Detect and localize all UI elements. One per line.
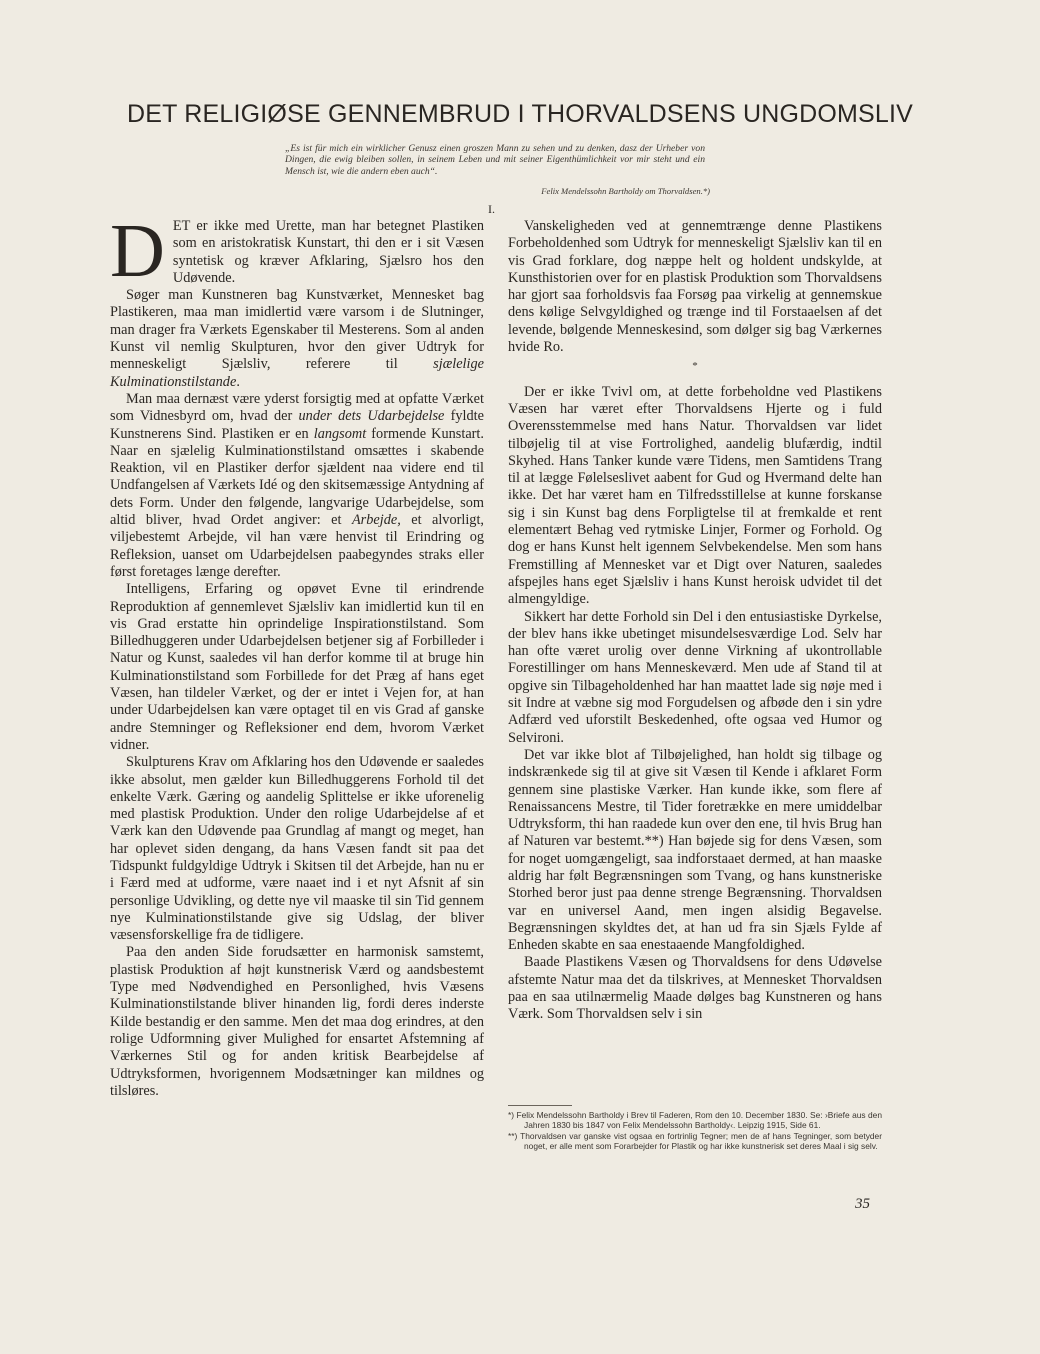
paragraph: Sikkert har dette Forhold sin Del i den entusiastiske Dyrkelse, der blev hans ikke ubetinget misundelsesværdige Lod. Selv har han ofte været urolig over denne Virkning af ukontrollable Forestillinger om hans Menneskeværd. Men ude af Stand til at opgive sin Tilbageholdenhed har han maattet lade sig nøje med i sit Indre at væbne sig mod Forgudelsen og afbøde den i sin ydre Adfærd ved uforstilt Beskedenhed, ofte ogsaa ved Humor og Selvironi. [508, 608, 882, 746]
article-title: DET RELIGIØSE GENNEMBRUD I THORVALDSENS UNGDOMSLIV [126, 100, 914, 128]
paragraph: DET er ikke med Urette, man har betegnet Plastiken som en aristokratisk Kunstart, thi den er i sit Væsen syntetisk og kræver Afklaring, Sjælsro hos den Udøvende. [110, 209, 484, 293]
footnotes [508, 1110, 882, 1152]
paragraph: Baade Plastikens Væsen og Thorvaldsens for dens Udøvelse afstemte Natur maa det da tilskrives, at Mennesket Thorvaldsen paa en saa utilnærmelig Maade dølges bag Kunstneren og hans Værk. Som Thorvaldsen selv i sin [508, 954, 882, 1023]
drop-cap: D [110, 209, 165, 293]
paragraph: Skulpturens Krav om Afklaring hos den Udøvende er saaledes ikke absolut, men gælder kun Billedhuggerens Forhold til det enkelte Værk. Gæring og aandelig Splittelse er ikke uforenelig med plastisk Produktion. Under den rolige Udarbejdelse af et Værk kan den Udøvende paa Grundlag af mangt og meget, han har oplevet siden dengang, da hans Væsen fandt sit paa det Tidspunkt fuldgyldige Udtryk i Skitsen til det Arbejde, han nu er i Færd med at udforme, være naaet ind i et nyt Afsnit af sin personlige Udvikling, og dette nye vil maaske til sin Tid gennem nye Kulminationstilstande give sig Udslag, der bliver væsensforskellige fra de tidligere. [110, 754, 484, 944]
footnote: **) Thorvaldsen var ganske vist ogsaa en fortrinlig Tegner; men de af hans Tegninger, som betyder noget, er alle ment som Forarbejder for Plastik og har ikke kunstnerisk set deres Maal i sig selv. [508, 1131, 882, 1151]
paragraph: Søger man Kunstneren bag Kunstværket, Mennesket bag Plastikeren, maa man imidlertid være varsom i de Slutninger, man drager fra Værkets Egenskaber til Mesterens. Som al anden Kunst vil nemlig Skulpturen, hvor den giver Udtryk for menneskeligt Sjælsliv, referere til sjælelige Kulminationstilstande. [110, 287, 484, 390]
page-number: 35 [855, 1196, 870, 1212]
epigraph-source: Felix Mendelssohn Bartholdy om Thorvaldsen.*) [541, 186, 710, 196]
footnote-rule [508, 1105, 572, 1106]
section-asterism: * [692, 360, 698, 373]
paragraph: Der er ikke Tvivl om, at dette forbeholdne ved Plastikens Væsen har været efter Thorvaldsens Hjerte og i fuld Overensstemmelse med hans Natur. Thorvaldsen var lidet tilbøjelig til at vise Fortrolighed, aandelig blufærdig, indtil Skyhed. Hans Tanker kunde være Tidens, men Samtidens Trang til at lægge Følelseslivet aabent for Gud og Hvermand delte han ikke. Det har været ham en Tilfredsstillelse at kunne forskanse sig i sin Kunst bag dens Forpligtelse til at fremkalde et rent elementært Behag ved rytmiske Linjer, Former og Forhold. Og dog er hans Kunst helt igennem Selvbekendelse. Men som hans Fremstilling af Mennesket var et Digt over Naturen, saaledes afspejles hans eget Sjælsliv i hans Kunst heroisk udvidet til det almengyldige. [508, 383, 882, 608]
footnote: *) Felix Mendelssohn Bartholdy i Brev til Faderen, Rom den 10. December 1830. Se: ›Briefe aus den Jahren 1830 bis 1847 von Felix Mendelssohn Bartholdy‹. Leipzig 1915, Side 61. [508, 1110, 882, 1130]
paragraph: Vanskeligheden ved at gennemtrænge denne Plastikens Forbeholdenhed som Udtryk for menneskeligt Sjælsliv kan til en vis Grad forklare, dog næppe helt og holdent undskylde, at Kunsthistorien over for en plastisk Produktion som Thorvaldsens har gjort saa forholdsvis faa Forsøg paa virkelig at gennemskue dens kølige Selvgyldighed og trænge ind til Forstaaelsen af det levende, bølgende Menneskesind, som dølger sig bag Værkernes hvide Ro. [508, 218, 882, 356]
epigraph-quote: „Es ist für mich ein wirklicher Genusz einen groszen Mann zu sehen und zu denken, dasz der Urheber von Dingen, die ewig bleiben sollen, in seinem Leben und mit seiner Eigenthümlichkeit vor mir steht und ein Mensch ist, wie die andern eben auch“. [285, 143, 705, 177]
paragraph: Intelligens, Erfaring og opøvet Evne til erindrende Reproduktion af gennemlevet Sjælsliv kan imidlertid kun til en vis Grad erstatte hin oprindelige Inspirationstilstand. Som Billedhuggeren under Udarbejdelsen betjener sig af Forbilleder i Natur og Kunst, saaledes vil han derfor komme til at bruge hin Kulminationstilstand som Forbillede for det Præg af hans eget Væsen, han tildeler Værket, og der er intet i Vejen for, at han under Udarbejdelsen kan være optaget til en vis Grad af ganske andre Stemninger og Refleksioner end dem, hvorom Værket vidner. [110, 581, 484, 753]
right-column [508, 218, 882, 1093]
paragraph: Det var ikke blot af Tilbøjelighed, han holdt sig tilbage og indskrænkede sig til at give sit Væsen til Kende i afklaret Form gennem sine plastiske Værker. Han kunde ikke, som flere af Renaissancens Mestre, til Tider foretrække en mere umiddelbar Udtryksform, thi han raadede kun over den ene, til hvis Brug han af Naturen var bestemt.**) Han bøjede sig for dens Væsen, som for noget uomgængeligt, saa indforstaaet dermed, at han maaske aldrig har følt Begrænsningen som Tvang, og hans kunstneriske Storhed beror just paa denne strenge Begrænsning. Thorvaldsen var en universel Aand, men ingen alsidig Begavelse. Begrænsningen skyldtes det, at han ud fra sin Sjæls Fylde af Enheden skabte en saa enestaaende Mangfoldighed. [508, 746, 882, 954]
paragraph: Paa den anden Side forudsætter en harmonisk samstemt, plastisk Produktion af højt kunstnerisk Værd og aandsbestemt Type med Nødvendighed en Personlighed, hvis Væsens Kulminationstilstande bliver hinanden lig, fordi deres inderste Kilde bestandig er den samme. Men det maa dog erindres, at den rolige Udformning giver Mulighed for ensartet Afstemning af Værkernes Stil og for anden kritisk Bearbejdelse af Udtryksformen, hvorigennem Modsætninger kan mildnes og tilsløres. [110, 944, 484, 1099]
section-number: I. [488, 202, 495, 216]
left-column [110, 209, 485, 1099]
paragraph: Man maa dernæst være yderst forsigtig med at opfatte Værket som Vidnesbyrd om, hvad der under dets Udarbejdelse fyldte Kunstnerens Sind. Plastiken er en langsomt formende Kunstart. Naar en sjælelig Kulminationstilstand omsættes i skabende Reaktion, vil en Plastiker derfor sjældent naa videre end til Undfangelsen af Værkets Idé og den skitsemæssige Antydning af dets Form. Under den følgende, langvarige Udarbejdelse, som altid bliver, hvad Ordet angiver: et Arbejde, et alvorligt, viljebestemt Arbejde, vil han være henvist til Erindring og Refleksion, uanset om Udarbejdelsen paabegyndes straks eller først foretages længe derefter. [110, 390, 485, 580]
